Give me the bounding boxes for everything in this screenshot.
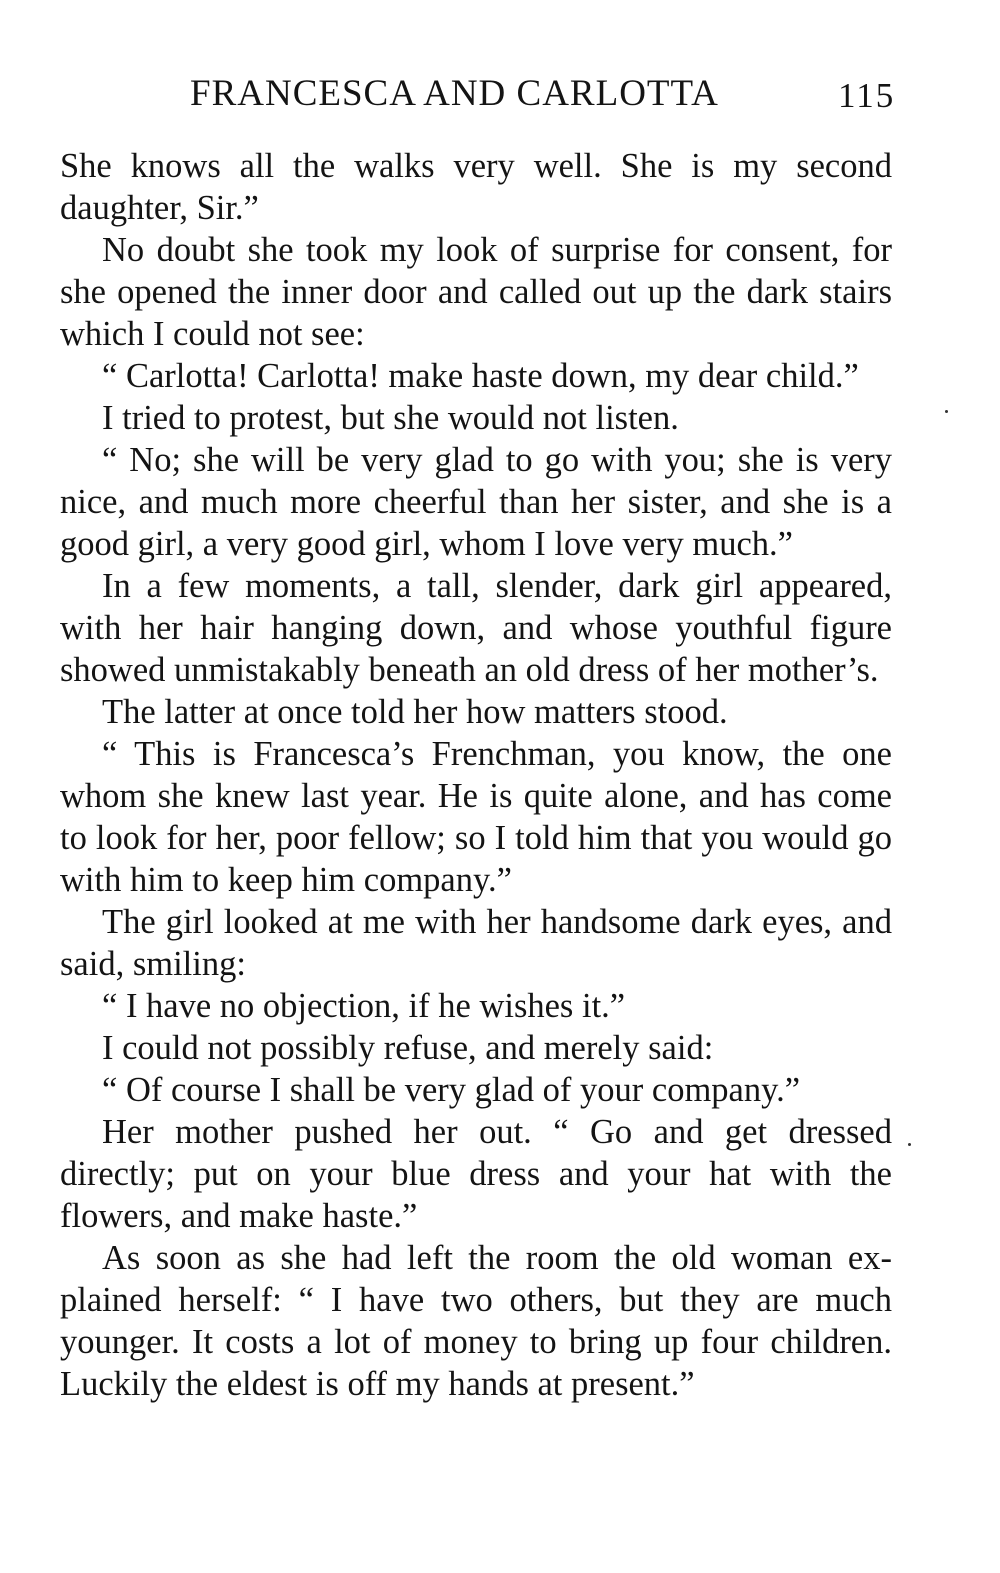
body-text — [60, 145, 892, 1405]
paragraph: “ Of course I shall be very glad of your company.” — [102, 1071, 801, 1109]
paragraph: She knows all the walks very well. She is my second daughter, Sir.” — [60, 147, 892, 227]
paragraph: “ Carlotta! Carlotta! make haste down, my dear child.” — [102, 357, 859, 395]
paragraph: I tried to protest, but she would not listen. — [102, 399, 679, 437]
paragraph: In a few moments, a tall, slender, dark girl appeared, with her hair hanging down, and whose youthful figure showed unmistakably beneath an old dress of her mother’s. — [60, 567, 892, 689]
running-title: FRANCESCA AND CARLOTTA — [190, 73, 719, 114]
page-number: 115 — [838, 76, 896, 115]
paragraph: Her mother pushed her out. “ Go and get dressed directly; put on your blue dress and your hat with the flowers, and make haste.” — [60, 1113, 892, 1235]
paragraph: The latter at once told her how matters stood. — [102, 693, 728, 731]
paragraph: “ No; she will be very glad to go with you; she is very nice, and much more cheerful than her sister, and she is a good girl, a very good girl, whom I love very much.” — [60, 441, 892, 563]
paragraph: No doubt she took my look of surprise for consent, for she opened the inner door and called out up the dark stairs which I could not see: — [60, 231, 892, 353]
scan-speck — [945, 410, 948, 413]
paragraph: “ I have no objection, if he wishes it.” — [102, 987, 626, 1025]
paragraph: As soon as she had left the room the old woman explained herself: “ I have two others, but they are much younger. It costs a lot of money to bring up four children. Luckily the eldest is off my hands at present.” — [60, 1239, 892, 1403]
paragraph: The girl looked at me with her handsome dark eyes, and said, smiling: — [60, 903, 892, 983]
running-head — [190, 72, 900, 122]
scan-speck — [908, 1143, 911, 1146]
paragraph: I could not possibly refuse, and merely said: — [102, 1029, 714, 1067]
paragraph: “ This is Francesca’s Frenchman, you know, the one whom she knew last year. He is quite alone, and has come to look for her, poor fellow; so I told him that you would go with him to keep him company.” — [60, 735, 892, 899]
